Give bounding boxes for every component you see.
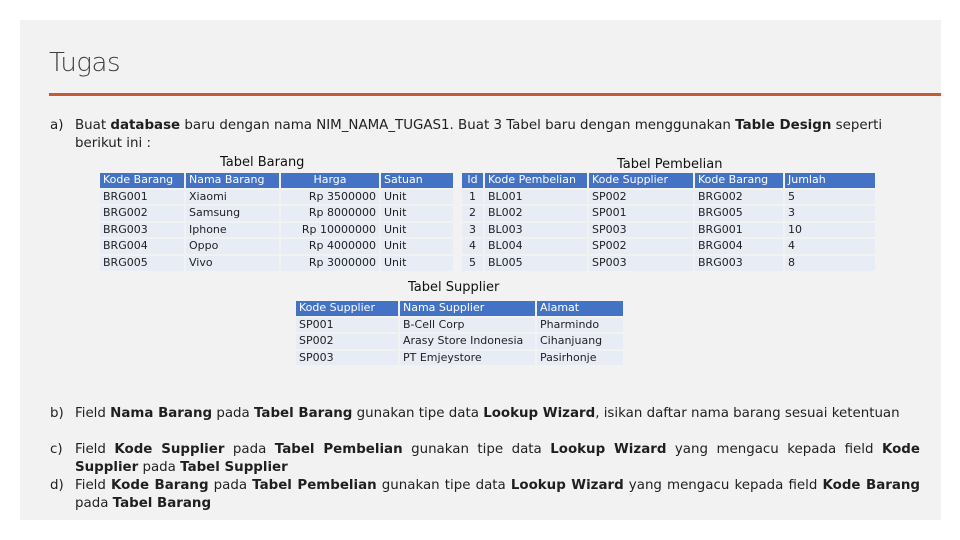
table-cell: SP002 (296, 334, 398, 349)
bold-run: Tabel Pembelian (274, 442, 403, 457)
table-cell: BRG003 (100, 223, 184, 238)
table-cell: SP003 (589, 223, 693, 238)
text-run: gunakan tipe data (402, 442, 551, 457)
table-cell: 2 (462, 206, 483, 221)
table-row (462, 190, 875, 205)
table-cell: Cihanjuang (537, 334, 623, 349)
bold-run: Tabel Barang (254, 406, 353, 421)
slide-title: Tugas (49, 48, 120, 78)
tabel-barang-caption: Tabel Barang (220, 155, 305, 170)
bold-run: Kode Barang (111, 478, 209, 493)
text-run: pada (224, 442, 275, 457)
instruction-b-label: b) (50, 406, 64, 421)
table-row (462, 239, 875, 254)
header-cell: Kode Barang (695, 173, 783, 188)
bold-run: Tabel Supplier (180, 460, 288, 475)
table-header-row (100, 173, 453, 188)
table-cell: Rp 10000000 (281, 223, 379, 238)
table-cell: Unit (381, 190, 453, 205)
table-cell: SP001 (296, 318, 398, 333)
table-row (296, 334, 623, 349)
bold-run: Tabel Pembelian (252, 478, 377, 493)
table-cell: SP002 (589, 239, 693, 254)
table-cell: Unit (381, 223, 453, 238)
table-cell: Rp 8000000 (281, 206, 379, 221)
table-cell: Rp 3000000 (281, 256, 379, 271)
table-row (462, 206, 875, 221)
table-cell: Unit (381, 256, 453, 271)
table-row (462, 223, 875, 238)
text-run: yang mengacu kepada field (623, 478, 823, 493)
table-cell: 5 (462, 256, 483, 271)
tabel-supplier-caption: Tabel Supplier (408, 280, 500, 295)
bold-run: Nama Barang (110, 406, 213, 421)
bold-run: Kode Supplier (75, 442, 920, 475)
instruction-c-text (75, 441, 920, 477)
table-cell: Unit (381, 206, 453, 221)
text-run: Field (75, 442, 115, 457)
table-cell: Arasy Store Indonesia (400, 334, 535, 349)
table-row (100, 239, 453, 254)
table-cell: BRG002 (695, 190, 783, 205)
table-cell: SP003 (589, 256, 693, 271)
instruction-d-label: d) (50, 478, 64, 493)
table-cell: BL004 (485, 239, 587, 254)
text-run: pada (138, 460, 181, 475)
header-cell: Id (462, 173, 483, 188)
table-cell: B-Cell Corp (400, 318, 535, 333)
slide (20, 20, 941, 520)
text-run: Buat (75, 118, 111, 133)
table-row (100, 256, 453, 271)
text-run: gunakan tipe data (376, 478, 511, 493)
table-header-row (296, 301, 623, 316)
text-run: baru dengan nama NIM_NAMA_TUGAS1. Buat 3 Tabel baru dengan menggunakan (180, 118, 736, 133)
table-row (100, 190, 453, 205)
table-cell: BRG005 (100, 256, 184, 271)
bold-run: database (110, 118, 181, 133)
bold-run: Kode Supplier (114, 442, 225, 457)
table-row (462, 256, 875, 271)
table-cell: SP003 (296, 351, 398, 366)
header-cell: Kode Supplier (589, 173, 693, 188)
instruction-c-label: c) (50, 442, 63, 457)
header-cell: Kode Supplier (296, 301, 398, 316)
text-run: yang mengacu kepada field (666, 442, 882, 457)
tabel-supplier (294, 299, 625, 367)
instruction-a-text (75, 117, 920, 153)
bold-run: Lookup Wizard (510, 478, 624, 493)
text-run: pada (212, 406, 255, 421)
table-row (100, 206, 453, 221)
table-cell: BRG004 (100, 239, 184, 254)
table-cell: BL002 (485, 206, 587, 221)
table-cell: Pasirhonje (537, 351, 623, 366)
text-run: , isikan daftar nama barang sesuai ketentuan (595, 406, 900, 421)
table-cell: Rp 3500000 (281, 190, 379, 205)
table-cell: BL003 (485, 223, 587, 238)
text-run: Field (75, 478, 112, 493)
header-cell: Satuan (381, 173, 453, 188)
table-cell: SP002 (589, 190, 693, 205)
table-cell: Oppo (186, 239, 279, 254)
bold-run: Kode Barang (822, 478, 921, 493)
table-cell: Rp 4000000 (281, 239, 379, 254)
table-cell: 8 (785, 256, 875, 271)
table-cell: 3 (462, 223, 483, 238)
table-cell: BL001 (485, 190, 587, 205)
title-underline (49, 93, 941, 96)
table-cell: BL005 (485, 256, 587, 271)
table-cell: Pharmindo (537, 318, 623, 333)
text-run: pada (75, 496, 113, 511)
table-cell: 10 (785, 223, 875, 238)
text-run: pada (208, 478, 253, 493)
text-run: Field (75, 406, 111, 421)
bold-run: Lookup Wizard (550, 442, 667, 457)
table-cell: BRG002 (100, 206, 184, 221)
table-cell: BRG003 (695, 256, 783, 271)
header-cell: Nama Supplier (400, 301, 535, 316)
table-header-row (462, 173, 875, 188)
tabel-barang (98, 171, 455, 273)
bold-run: Tabel Barang (112, 496, 212, 511)
header-cell: Nama Barang (186, 173, 279, 188)
table-cell: BRG004 (695, 239, 783, 254)
table-row (296, 351, 623, 366)
table-cell: BRG005 (695, 206, 783, 221)
table-cell: Iphone (186, 223, 279, 238)
bold-run: Table Design (735, 118, 832, 133)
tabel-pembelian (460, 171, 877, 273)
table-cell: Vivo (186, 256, 279, 271)
table-row (296, 318, 623, 333)
text-run: seperti berikut ini : (75, 118, 883, 151)
table-cell: PT Emjeystore (400, 351, 535, 366)
header-cell: Harga (281, 173, 379, 188)
table-cell: Samsung (186, 206, 279, 221)
header-cell: Jumlah (785, 173, 875, 188)
text-run: gunakan tipe data (352, 406, 484, 421)
table-cell: Unit (381, 239, 453, 254)
instruction-d-text (75, 477, 920, 513)
table-cell: BRG001 (695, 223, 783, 238)
header-cell: Alamat (537, 301, 623, 316)
table-row (100, 223, 453, 238)
header-cell: Kode Pembelian (485, 173, 587, 188)
table-cell: 5 (785, 190, 875, 205)
table-cell: 1 (462, 190, 483, 205)
table-cell: BRG001 (100, 190, 184, 205)
table-cell: 4 (462, 239, 483, 254)
bold-run: Lookup Wizard (483, 406, 596, 421)
table-cell: Xiaomi (186, 190, 279, 205)
table-cell: SP001 (589, 206, 693, 221)
instruction-a-label: a) (50, 118, 64, 133)
table-cell: 3 (785, 206, 875, 221)
table-cell: 4 (785, 239, 875, 254)
tabel-pembelian-caption: Tabel Pembelian (617, 157, 723, 172)
header-cell: Kode Barang (100, 173, 184, 188)
instruction-b-text (75, 405, 920, 423)
